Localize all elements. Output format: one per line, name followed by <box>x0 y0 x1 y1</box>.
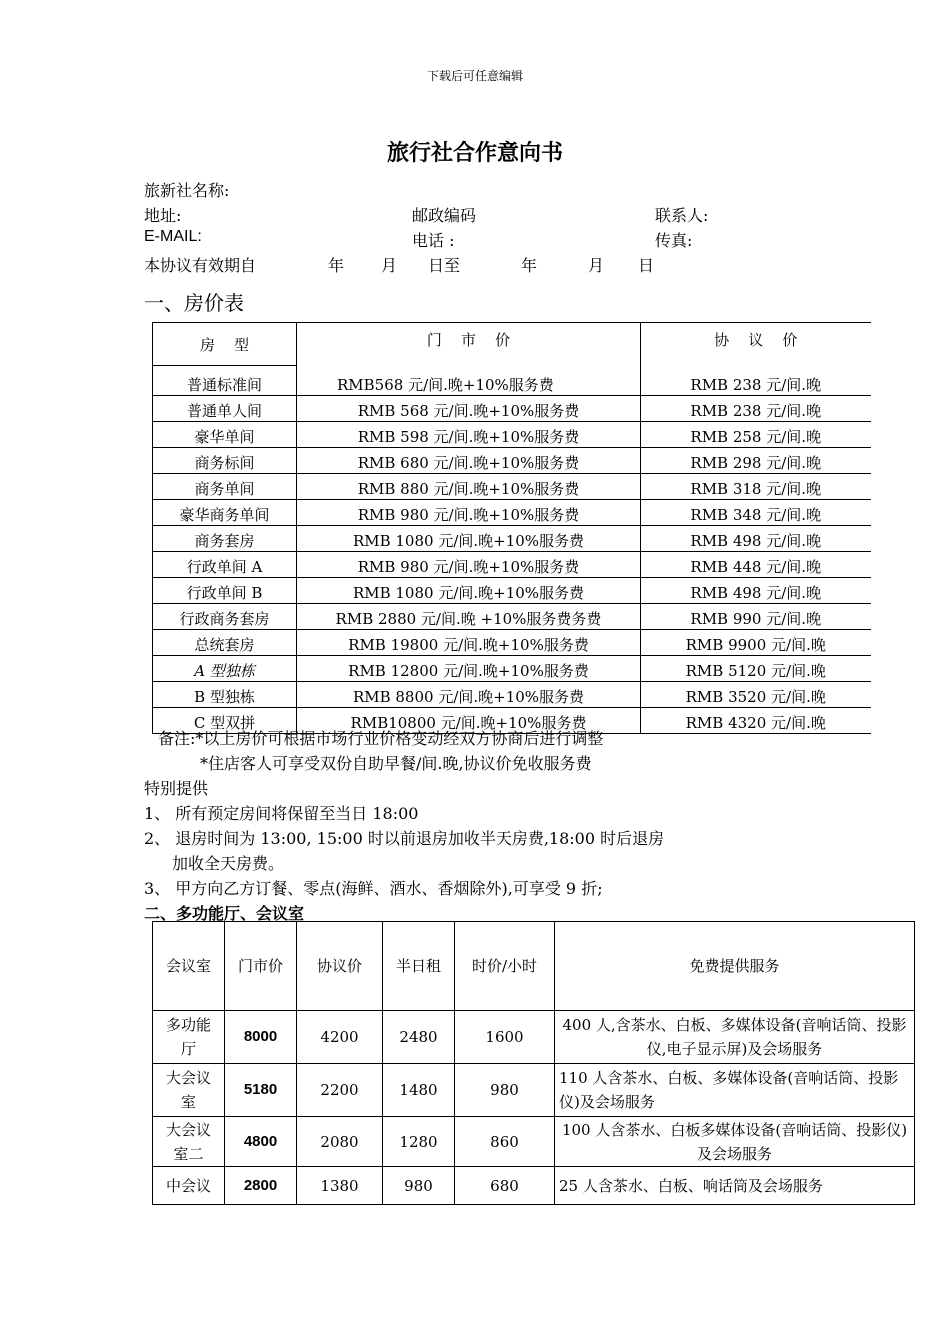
agreed-price: RMB 298 元/间.晚 <box>641 448 871 474</box>
room-type: 普通标准间 <box>153 366 297 396</box>
meeting-room-table <box>152 921 915 1205</box>
meeting-hourly: 680 <box>455 1167 555 1205</box>
rack-price: RMB 1080 元/间.晚+10%服务费 <box>297 526 641 552</box>
room-row <box>153 656 871 682</box>
rack-price: RMB 568 元/间.晚+10%服务费 <box>297 396 641 422</box>
meeting-room-name: 多功能厅 <box>153 1011 225 1064</box>
special-item-3: 3、 甲方向乙方订餐、零点(海鲜、酒水、香烟除外),可享受 9 折; <box>144 879 603 898</box>
room-row <box>153 474 871 500</box>
room-type: 商务套房 <box>153 526 297 552</box>
validity-year1: 年 <box>328 256 345 275</box>
meeting-rack-price: 4800 <box>225 1117 297 1167</box>
agency-name-label: 旅新社名称: <box>144 181 230 200</box>
room-row <box>153 578 871 604</box>
meeting-room-name: 大会议室 <box>153 1064 225 1117</box>
header-service: 免费提供服务 <box>555 922 915 1011</box>
note-2: *住店客人可享受双份自助早餐/间.晚,协议价免收服务费 <box>200 754 592 773</box>
validity-day-to: 日至 <box>428 256 461 275</box>
meeting-agreed-price: 2080 <box>297 1117 383 1167</box>
postcode-label: 邮政编码 <box>412 206 477 225</box>
validity-month2: 月 <box>588 256 605 275</box>
contact-label: 联系人: <box>655 206 709 225</box>
section2-title: 二、多功能厅、会议室 <box>144 904 305 923</box>
header-note: 下载后可任意编辑 <box>426 69 523 83</box>
rack-price: RMB 1080 元/间.晚+10%服务费 <box>297 578 641 604</box>
agreed-price: RMB 258 元/间.晚 <box>641 422 871 448</box>
meeting-hourly: 1600 <box>455 1011 555 1064</box>
room-row <box>153 448 871 474</box>
meeting-service: 400 人,含茶水、白板、多媒体设备(音响话筒、投影仪,电子显示屏)及会场服务 <box>555 1011 915 1064</box>
room-type: 行政单间 A <box>153 552 297 578</box>
agreed-price: RMB 498 元/间.晚 <box>641 526 871 552</box>
special-title: 特别提供 <box>144 779 209 798</box>
rack-price: RMB 12800 元/间.晚+10%服务费 <box>297 656 641 682</box>
room-type: C 型双拼 <box>153 708 297 734</box>
room-row <box>153 500 871 526</box>
agreed-price: RMB 318 元/间.晚 <box>641 474 871 500</box>
room-type: 总统套房 <box>153 630 297 656</box>
rack-price: RMB 598 元/间.晚+10%服务费 <box>297 422 641 448</box>
agreed-price: RMB 238 元/间.晚 <box>690 376 822 394</box>
header-room: 会议室 <box>153 922 225 1011</box>
meeting-half-day: 1280 <box>383 1117 455 1167</box>
meeting-agreed-price: 2200 <box>297 1064 383 1117</box>
agreed-price: RMB 348 元/间.晚 <box>641 500 871 526</box>
phone-label: 电话 : <box>412 231 455 250</box>
room-type: 行政单间 B <box>153 578 297 604</box>
header-rack-price <box>297 323 641 396</box>
rack-price: RMB 8800 元/间.晚+10%服务费 <box>297 682 641 708</box>
validity-year2: 年 <box>521 256 538 275</box>
room-type: A 型独栋 <box>153 656 297 682</box>
special-item-1: 1、 所有预定房间将保留至当日 18:00 <box>144 804 419 823</box>
meeting-room-name: 大会议室二 <box>153 1117 225 1167</box>
room-type: 商务标间 <box>153 448 297 474</box>
agreed-price: RMB 990 元/间.晚 <box>641 604 871 630</box>
agreed-price: RMB 448 元/间.晚 <box>641 552 871 578</box>
section1-title: 一、房价表 <box>144 291 244 315</box>
room-row <box>153 526 871 552</box>
room-type: 普通单人间 <box>153 396 297 422</box>
agreed-price: RMB 9900 元/间.晚 <box>641 630 871 656</box>
email-label: E-MAIL: <box>144 228 202 245</box>
rack-price: RMB 980 元/间.晚+10%服务费 <box>297 552 641 578</box>
address-label: 地址: <box>144 206 182 225</box>
meeting-half-day: 980 <box>383 1167 455 1205</box>
meeting-agreed-price: 4200 <box>297 1011 383 1064</box>
rack-price: RMB 680 元/间.晚+10%服务费 <box>297 448 641 474</box>
header-agreed-label: 协 议 价 <box>714 331 798 349</box>
agreed-price: RMB 3520 元/间.晚 <box>641 682 871 708</box>
meeting-table-header <box>153 922 915 1011</box>
header-agreed: 协议价 <box>297 922 383 1011</box>
validity-prefix: 本协议有效期自 <box>144 256 257 275</box>
rack-price: RMB 19800 元/间.晚+10%服务费 <box>297 630 641 656</box>
room-type: 商务单间 <box>153 474 297 500</box>
agreed-price: RMB 5120 元/间.晚 <box>641 656 871 682</box>
room-type: 豪华商务单间 <box>153 500 297 526</box>
room-table-header <box>153 323 871 366</box>
document-title: 旅行社合作意向书 <box>386 140 563 166</box>
room-rate-table <box>152 322 871 734</box>
header-room-type: 房 型 <box>153 323 297 366</box>
room-row <box>153 552 871 578</box>
meeting-hourly: 980 <box>455 1064 555 1117</box>
meeting-agreed-price: 1380 <box>297 1167 383 1205</box>
meeting-rack-price: 2800 <box>225 1167 297 1205</box>
meeting-service: 100 人含茶水、白板多媒体设备(音响话筒、投影仪)及会场服务 <box>555 1117 915 1167</box>
room-row <box>153 422 871 448</box>
meeting-service: 110 人含茶水、白板、多媒体设备(音响话筒、投影仪)及会场服务 <box>555 1064 915 1117</box>
meeting-hourly: 860 <box>455 1117 555 1167</box>
meeting-rack-price: 5180 <box>225 1064 297 1117</box>
agreed-price: RMB 498 元/间.晚 <box>641 578 871 604</box>
header-hourly: 时价/小时 <box>455 922 555 1011</box>
meeting-row <box>153 1117 915 1167</box>
header-rack: 门市价 <box>225 922 297 1011</box>
rack-price: RMB10800 元/间.晚+10%服务费 <box>297 708 641 734</box>
header-rack-label: 门 市 价 <box>426 331 511 349</box>
room-type: 豪华单间 <box>153 422 297 448</box>
room-row <box>153 396 871 422</box>
rack-price: RMB 2880 元/间.晚 +10%服务费务费 <box>297 604 641 630</box>
header-half-day: 半日租 <box>383 922 455 1011</box>
meeting-row <box>153 1011 915 1064</box>
meeting-rack-price: 8000 <box>225 1011 297 1064</box>
meeting-half-day: 1480 <box>383 1064 455 1117</box>
special-item-2-cont: 加收全天房费。 <box>172 854 285 873</box>
meeting-service: 25 人含茶水、白板、响话筒及会场服务 <box>555 1167 915 1205</box>
note-1: 备注:*以上房价可根据市场行业价格变动经双方协商后进行调整 <box>158 729 604 748</box>
meeting-room-name: 中会议 <box>153 1167 225 1205</box>
room-type: 行政商务套房 <box>153 604 297 630</box>
header-agreed-price <box>641 323 871 396</box>
room-row <box>153 604 871 630</box>
special-item-2: 2、 退房时间为 13:00, 15:00 时以前退房加收半天房费,18:00 时后退房 <box>144 829 665 848</box>
room-row <box>153 682 871 708</box>
rack-price: RMB568 元/间.晚+10%服务费 <box>337 376 554 394</box>
meeting-half-day: 2480 <box>383 1011 455 1064</box>
meeting-row <box>153 1167 915 1205</box>
fax-label: 传真: <box>655 231 693 250</box>
validity-day2: 日 <box>638 256 655 275</box>
validity-month1: 月 <box>381 256 398 275</box>
agreed-price: RMB 4320 元/间.晚 <box>641 708 871 734</box>
agreed-price: RMB 238 元/间.晚 <box>641 396 871 422</box>
meeting-row <box>153 1064 915 1117</box>
rack-price: RMB 880 元/间.晚+10%服务费 <box>297 474 641 500</box>
rack-price: RMB 980 元/间.晚+10%服务费 <box>297 500 641 526</box>
room-type: B 型独栋 <box>153 682 297 708</box>
room-row <box>153 630 871 656</box>
